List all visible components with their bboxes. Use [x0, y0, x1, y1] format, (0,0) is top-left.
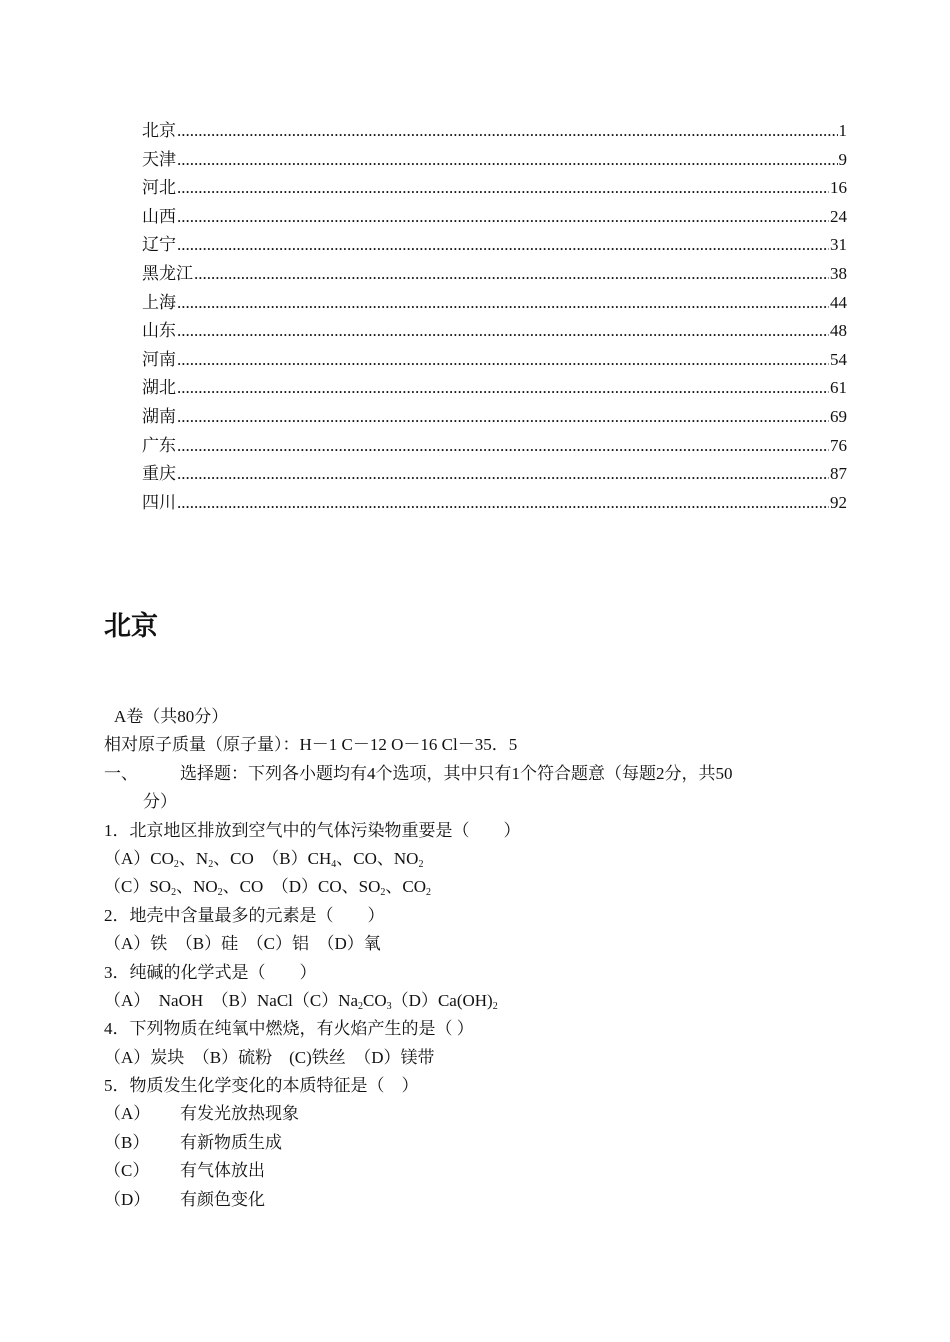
section-body	[104, 703, 849, 1214]
toc-entry[interactable]: 湖南 ..... 69	[142, 403, 847, 432]
part-number: 一、	[104, 763, 138, 783]
toc-entry[interactable]: 北京 ..... 1	[142, 117, 847, 146]
question-2: 2．地壳中含量最多的元素是（ ）	[104, 905, 385, 925]
toc-entry[interactable]: 山西 ..... 24	[142, 203, 847, 232]
question-1: 1．北京地区排放到空气中的气体污染物重要是（ ）	[104, 820, 521, 840]
section-heading: 北京	[104, 611, 158, 641]
question-2-options: （A）铁 （B）硅 （C）铝 （D）氧	[104, 934, 381, 954]
question-5-option: （C） 有气体放出	[104, 1161, 265, 1181]
atomic-mass-note: 相对原子质量（原子量）：H－1 C－12 O－16 Cl－35．5	[104, 735, 518, 755]
question-4-options: （A）炭块 （B）硫粉 (C)铁丝 （D）镁带	[104, 1047, 435, 1067]
part-heading	[104, 760, 849, 788]
table-of-contents	[142, 117, 847, 517]
toc-entry[interactable]: 上海 ..... 44	[142, 289, 847, 318]
toc-entry[interactable]: 四川 ..... 92	[142, 489, 847, 518]
toc-entry[interactable]: 天津 ..... 9	[142, 146, 847, 175]
question-5-option: （D） 有颜色变化	[104, 1189, 265, 1209]
toc-entry[interactable]: 广东 ..... 76	[142, 432, 847, 461]
toc-entry[interactable]: 辽宁 ..... 31	[142, 231, 847, 260]
toc-entry[interactable]: 湖北 ..... 61	[142, 374, 847, 403]
question-4: 4．下列物质在纯氧中燃烧，有火焰产生的是（ ）	[104, 1019, 474, 1039]
toc-entry[interactable]: 山东 ..... 48	[142, 317, 847, 346]
toc-entry[interactable]: 黑龙江 ..... 38	[142, 260, 847, 289]
question-3: 3．纯碱的化学式是（ ）	[104, 962, 317, 982]
question-1-options-ab: $(A)CO_2$、$N_2$、CO $(B)CH_4$、CO、$NO_2$	[104, 848, 424, 870]
part-instructions-cont: 分）	[143, 792, 177, 812]
part-instructions: 选择题：下列各小题均有4个选项，其中只有1个符合题意（每题2分，共50	[180, 763, 733, 783]
paper-label: A卷（共80分）	[114, 707, 229, 726]
toc-entry[interactable]: 河南 ..... 54	[142, 346, 847, 375]
question-5: 5．物质发生化学变化的本质特征是（ ）	[104, 1076, 419, 1096]
toc-entry[interactable]: 河北 ..... 16	[142, 174, 847, 203]
toc-entry[interactable]: 重庆 ..... 87	[142, 460, 847, 489]
question-1-options-cd: $(C)SO_2$、$NO_2$、CO （D）CO、$SO_2$、$CO_2$	[104, 877, 432, 899]
question-5-option: （B） 有新物质生成	[104, 1132, 282, 1152]
question-5-option: （A） 有发光放热现象	[104, 1104, 299, 1124]
question-3-options: （A） NaOH $(B)NaCl(C)Na_2CO_3(D)Ca(OH)_2$	[104, 990, 498, 1012]
